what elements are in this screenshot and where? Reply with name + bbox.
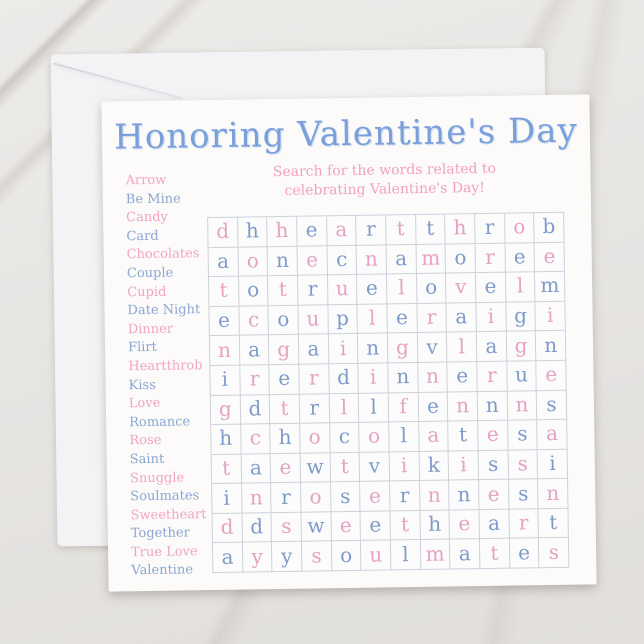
- grid-cell: c: [327, 245, 357, 275]
- word-list-item: Dinner: [127, 321, 174, 338]
- grid-cell: t: [212, 454, 242, 484]
- grid-cell: t: [268, 276, 298, 306]
- grid-cell: r: [356, 215, 386, 245]
- grid-cell: e: [450, 510, 480, 540]
- grid-cell: e: [535, 242, 565, 272]
- grid-cell: n: [268, 246, 298, 276]
- grid-cell: a: [327, 216, 357, 246]
- word-list-item: Together: [130, 525, 190, 542]
- grid-cell: l: [391, 540, 421, 570]
- grid-cell: e: [331, 512, 361, 542]
- grid-cell: l: [387, 274, 417, 304]
- word-list-item: Chocolates: [126, 246, 200, 263]
- grid-cell: t: [480, 539, 510, 569]
- word-list-item: Cupid: [127, 284, 167, 300]
- grid-cell: a: [450, 539, 480, 569]
- grid-cell: c: [241, 424, 271, 454]
- grid-cell: m: [535, 272, 565, 302]
- grid-cell: i: [212, 484, 242, 514]
- instructions-line-1: Search for the words related to: [272, 160, 497, 181]
- grid-cell: g: [388, 333, 418, 363]
- grid-cell: r: [240, 365, 270, 395]
- grid-cell: s: [302, 542, 332, 572]
- grid-cell: n: [507, 391, 537, 421]
- word-list-item: Sweetheart: [130, 506, 207, 523]
- word-list-item: True Love: [130, 544, 198, 561]
- grid-cell: i: [476, 302, 506, 332]
- grid-cell: r: [509, 509, 539, 539]
- grid-cell: t: [386, 215, 416, 245]
- grid-cell: p: [328, 305, 358, 335]
- grid-cell: a: [213, 543, 243, 573]
- grid-cell: s: [537, 390, 567, 420]
- puzzle-instructions: [206, 159, 563, 202]
- grid-cell: d: [213, 513, 243, 543]
- grid-cell: u: [298, 305, 328, 335]
- grid-cell: a: [419, 422, 449, 452]
- word-list-item: Candy: [126, 209, 168, 226]
- grid-cell: r: [475, 214, 505, 244]
- grid-cell: n: [536, 331, 566, 361]
- grid-cell: l: [447, 332, 477, 362]
- grid-cell: o: [239, 276, 269, 306]
- grid-cell: e: [271, 453, 301, 483]
- grid-cell: s: [539, 538, 569, 568]
- grid-cell: e: [510, 539, 540, 569]
- word-list-item: Couple: [126, 265, 174, 282]
- grid-cell: h: [445, 214, 475, 244]
- word-list-item: Card: [126, 228, 159, 245]
- grid-cell: y: [272, 542, 302, 572]
- grid-cell: s: [508, 450, 538, 480]
- grid-cell: e: [387, 304, 417, 334]
- grid-cell: i: [210, 366, 240, 396]
- grid-cell: e: [505, 243, 535, 273]
- grid-cell: n: [418, 362, 448, 392]
- grid-cell: b: [534, 213, 564, 243]
- grid-cell: s: [508, 420, 538, 450]
- grid-cell: n: [358, 334, 388, 364]
- grid-cell: c: [330, 423, 360, 453]
- grid-cell: e: [476, 273, 506, 303]
- grid-cell: m: [421, 540, 451, 570]
- card-title: Honoring Valentine's Day: [113, 110, 578, 158]
- grid-cell: o: [360, 422, 390, 452]
- word-search-card: [101, 94, 596, 591]
- grid-cell: r: [476, 243, 506, 273]
- grid-cell: r: [298, 275, 328, 305]
- grid-cell: o: [446, 244, 476, 274]
- grid-cell: a: [240, 336, 270, 366]
- grid-cell: r: [417, 303, 447, 333]
- grid-cell: o: [332, 541, 362, 571]
- grid-cell: s: [331, 482, 361, 512]
- grid-cell: e: [357, 275, 387, 305]
- word-list-item: Romance: [129, 414, 191, 430]
- grid-cell: l: [359, 393, 389, 423]
- grid-cell: g: [506, 302, 536, 332]
- grid-cell: n: [242, 483, 272, 513]
- grid-cell: r: [271, 483, 301, 513]
- grid-cell: r: [390, 481, 420, 511]
- grid-cell: i: [449, 451, 479, 481]
- word-list: [125, 171, 211, 581]
- grid-cell: u: [328, 275, 358, 305]
- grid-cell: t: [416, 215, 446, 245]
- word-list-item: Be Mine: [125, 191, 181, 207]
- grid-cell: i: [359, 363, 389, 393]
- grid-cell: i: [329, 334, 359, 364]
- grid-cell: n: [449, 480, 479, 510]
- grid-cell: w: [301, 512, 331, 542]
- grid-cell: l: [329, 393, 359, 423]
- grid-cell: t: [539, 509, 569, 539]
- grid-cell: e: [297, 216, 327, 246]
- grid-cell: v: [446, 273, 476, 303]
- grid-cell: r: [300, 394, 330, 424]
- grid-cell: e: [479, 480, 509, 510]
- word-list-item: Saint: [129, 451, 165, 468]
- grid-cell: d: [240, 395, 270, 425]
- grid-cell: y: [243, 543, 273, 573]
- grid-cell: i: [390, 452, 420, 482]
- grid-cell: a: [299, 335, 329, 365]
- grid-cell: g: [269, 335, 299, 365]
- grid-cell: a: [447, 303, 477, 333]
- grid-cell: o: [505, 213, 535, 243]
- word-list-item: Date Night: [127, 302, 201, 319]
- grid-cell: n: [388, 363, 418, 393]
- grid-cell: g: [507, 332, 537, 362]
- grid-cell: a: [477, 332, 507, 362]
- grid-cell: l: [358, 304, 388, 334]
- grid-cell: e: [478, 421, 508, 451]
- grid-cell: g: [211, 395, 241, 425]
- grid-cell: a: [387, 245, 417, 275]
- grid-cell: d: [208, 218, 238, 248]
- grid-cell: a: [537, 420, 567, 450]
- grid-cell: s: [479, 450, 509, 480]
- grid-cell: e: [209, 306, 239, 336]
- word-list-item: Snuggle: [129, 469, 185, 486]
- grid-cell: e: [448, 362, 478, 392]
- grid-cell: o: [300, 423, 330, 453]
- grid-cell: t: [270, 394, 300, 424]
- grid-cell: d: [242, 513, 272, 543]
- word-list-item: Valentine: [131, 562, 194, 579]
- grid-cell: o: [238, 247, 268, 277]
- grid-cell: n: [478, 391, 508, 421]
- grid-cell: e: [361, 511, 391, 541]
- grid-cell: d: [329, 364, 359, 394]
- grid-cell: e: [537, 361, 567, 391]
- grid-cell: e: [298, 246, 328, 276]
- grid-cell: m: [416, 244, 446, 274]
- grid-cell: t: [449, 421, 479, 451]
- grid-cell: h: [211, 425, 241, 455]
- grid-cell: h: [267, 217, 297, 247]
- grid-cell: t: [209, 277, 239, 307]
- grid-cell: n: [538, 479, 568, 509]
- word-list-item: Arrow: [125, 172, 167, 189]
- grid-cell: h: [420, 510, 450, 540]
- grid-cell: o: [301, 483, 331, 513]
- word-search-grid: [207, 212, 569, 573]
- grid-cell: u: [507, 361, 537, 391]
- word-list-item: Soulmates: [130, 488, 200, 505]
- grid-cell: n: [357, 245, 387, 275]
- grid-cell: a: [241, 454, 271, 484]
- grid-cell: s: [272, 513, 302, 543]
- grid-cell: r: [477, 362, 507, 392]
- grid-cell: a: [479, 509, 509, 539]
- word-list-item: Kiss: [128, 377, 156, 393]
- grid-cell: v: [418, 333, 448, 363]
- grid-cell: s: [509, 479, 539, 509]
- envelope-flap-crease: [53, 62, 183, 99]
- grid-cell: t: [390, 511, 420, 541]
- grid-cell: n: [420, 481, 450, 511]
- grid-cell: l: [506, 272, 536, 302]
- grid-cell: l: [389, 422, 419, 452]
- grid-cell: n: [210, 336, 240, 366]
- grid-cell: e: [270, 365, 300, 395]
- grid-cell: c: [239, 306, 269, 336]
- grid-cell: e: [418, 392, 448, 422]
- grid-cell: a: [209, 247, 239, 277]
- grid-cell: w: [301, 453, 331, 483]
- grid-cell: h: [238, 217, 268, 247]
- grid-cell: r: [299, 364, 329, 394]
- instructions-line-2: celebrating Valentine's Day!: [284, 179, 486, 199]
- grid-cell: k: [419, 451, 449, 481]
- grid-cell: o: [417, 274, 447, 304]
- grid-cell: n: [448, 392, 478, 422]
- grid-cell: t: [330, 453, 360, 483]
- word-list-item: Heartthrob: [128, 358, 203, 375]
- word-list-item: Flirt: [127, 340, 157, 356]
- grid-cell: i: [536, 302, 566, 332]
- grid-cell: u: [361, 541, 391, 571]
- grid-cell: h: [271, 424, 301, 454]
- grid-cell: o: [269, 305, 299, 335]
- grid-cell: f: [389, 392, 419, 422]
- grid-cell: i: [538, 449, 568, 479]
- grid-cell: e: [360, 482, 390, 512]
- word-list-item: Rose: [129, 433, 162, 449]
- word-list-item: Love: [128, 395, 161, 412]
- grid-cell: v: [360, 452, 390, 482]
